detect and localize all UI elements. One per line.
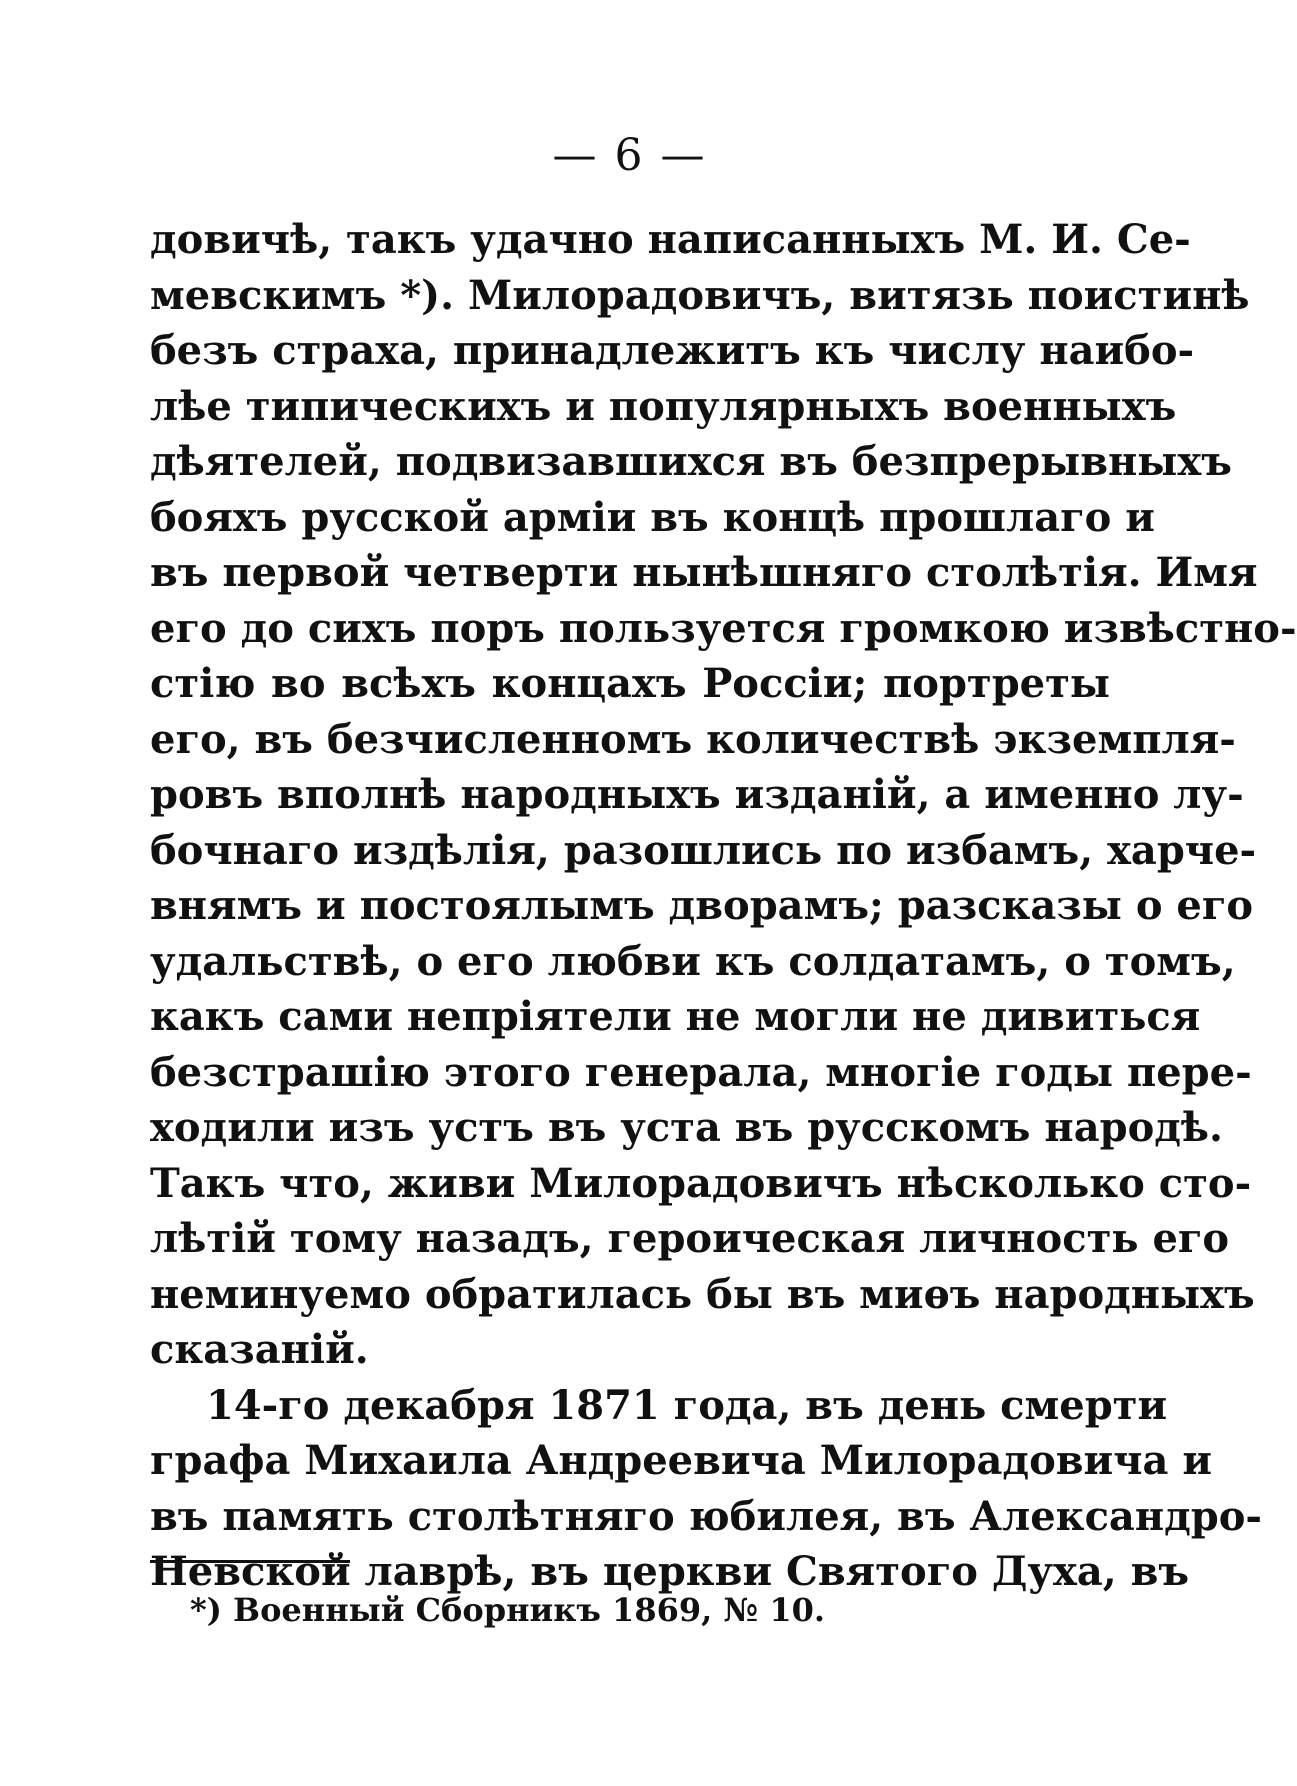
text-line: сказаній.: [150, 1326, 369, 1373]
text-line: неминуемо обратилась бы въ миѳъ народныхъ: [150, 1270, 1255, 1318]
footnote-divider: [150, 1560, 350, 1563]
text-line: графа Михаила Андреевича Милорадовича и: [150, 1437, 1213, 1484]
text-line: внямъ и постоялымъ дворамъ; разсказы о его: [150, 882, 1254, 929]
page-number: — 6 —: [552, 130, 707, 181]
text-line: въ память столѣтняго юбилея, въ Александро-: [150, 1492, 1263, 1540]
text-line: безстрашію этого генерала, многіе годы пере-: [150, 1048, 1252, 1096]
text-line: ходили изъ устъ въ уста въ русскомъ народѣ.: [150, 1104, 1223, 1151]
text-line: бояхъ русской арміи въ концѣ прошлаго и: [150, 493, 1155, 541]
text-line: стію во всѣхъ концахъ Россіи; портреты: [150, 660, 1110, 707]
text-line: бочнаго издѣлія, разошлись по избамъ, харче-: [150, 826, 1257, 874]
text-line: Невской лаврѣ, въ церкви Святого Духа, въ: [150, 1548, 1190, 1595]
text-line: довичѣ, такъ удачно написанныхъ М. И. Се-: [150, 216, 1191, 263]
text-line: его, въ безчисленномъ количествѣ экземпля-: [150, 715, 1236, 763]
footnote: *) Военный Сборникъ 1869, № 10.: [190, 1591, 825, 1629]
text-line: лѣтій тому назадъ, героическая личность его: [150, 1215, 1230, 1262]
text-line: мевскимъ *). Милорадовичъ, витязь поистинѣ: [150, 271, 1250, 319]
text-line: 14-го декабря 1871 года, въ день смерти: [206, 1381, 1168, 1429]
text-line: дѣятелей, подвизавшихся въ безпрерывныхъ: [150, 438, 1232, 485]
text-line: его до сихъ поръ пользуется громкою извѣстно-: [150, 604, 1297, 652]
text-line: удальствѣ, о его любви къ солдатамъ, о томъ,: [150, 937, 1236, 985]
body-text: [150, 212, 1297, 1600]
text-line: Такъ что, живи Милорадовичъ нѣсколько сто-: [150, 1159, 1252, 1207]
text-line: какъ сами непріятели не могли не дивиться: [150, 993, 1201, 1040]
text-line: въ первой четверти нынѣшняго столѣтія. Имя: [150, 549, 1258, 596]
text-line: ровъ вполнѣ народныхъ изданій, а именно лу-: [150, 771, 1244, 818]
text-line: безъ страха, принадлежитъ къ числу наибо-: [150, 327, 1195, 374]
text-line: лѣе типическихъ и популярныхъ военныхъ: [150, 382, 1177, 430]
